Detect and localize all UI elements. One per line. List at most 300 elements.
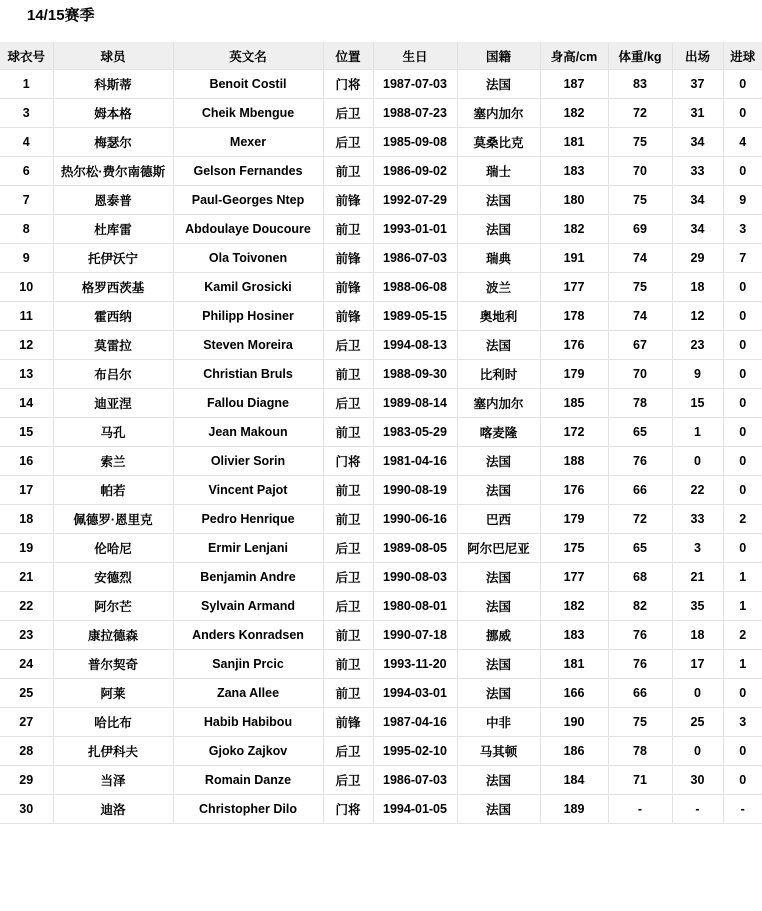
nationality-cell: 法国 xyxy=(457,679,540,708)
jersey-number-cell: 7 xyxy=(0,186,53,215)
height-cell: 177 xyxy=(540,273,608,302)
player-name-cell: 托伊沃宁 xyxy=(53,244,173,273)
goals-cell: 9 xyxy=(723,186,762,215)
birthday-cell: 1990-08-19 xyxy=(373,476,457,505)
player-name-cell: 马孔 xyxy=(53,418,173,447)
nationality-cell: 法国 xyxy=(457,215,540,244)
english-name-cell: Zana Allee xyxy=(173,679,323,708)
position-cell: 前卫 xyxy=(323,476,373,505)
weight-cell: 78 xyxy=(608,737,672,766)
weight-cell: 68 xyxy=(608,563,672,592)
english-name-cell: Olivier Sorin xyxy=(173,447,323,476)
english-name-cell: Paul-Georges Ntep xyxy=(173,186,323,215)
header-cell-appearances: 出场 xyxy=(672,42,723,70)
roster-table xyxy=(0,42,762,824)
goals-cell: 0 xyxy=(723,157,762,186)
nationality-cell: 马其顿 xyxy=(457,737,540,766)
jersey-number-cell: 30 xyxy=(0,795,53,824)
birthday-cell: 1989-08-05 xyxy=(373,534,457,563)
jersey-number-cell: 6 xyxy=(0,157,53,186)
table-row xyxy=(0,99,762,128)
table-row xyxy=(0,157,762,186)
table-row xyxy=(0,795,762,824)
weight-cell: 70 xyxy=(608,157,672,186)
birthday-cell: 1990-07-18 xyxy=(373,621,457,650)
english-name-cell: Pedro Henrique xyxy=(173,505,323,534)
jersey-number-cell: 14 xyxy=(0,389,53,418)
goals-cell: 4 xyxy=(723,128,762,157)
position-cell: 后卫 xyxy=(323,389,373,418)
header-cell-height: 身高/cm xyxy=(540,42,608,70)
appearances-cell: 22 xyxy=(672,476,723,505)
goals-cell: 0 xyxy=(723,360,762,389)
position-cell: 门将 xyxy=(323,447,373,476)
appearances-cell: 1 xyxy=(672,418,723,447)
height-cell: 190 xyxy=(540,708,608,737)
english-name-cell: Benjamin Andre xyxy=(173,563,323,592)
table-row xyxy=(0,737,762,766)
birthday-cell: 1989-08-14 xyxy=(373,389,457,418)
nationality-cell: 瑞典 xyxy=(457,244,540,273)
table-row xyxy=(0,621,762,650)
goals-cell: 7 xyxy=(723,244,762,273)
birthday-cell: 1986-07-03 xyxy=(373,766,457,795)
jersey-number-cell: 3 xyxy=(0,99,53,128)
position-cell: 后卫 xyxy=(323,99,373,128)
nationality-cell: 喀麦隆 xyxy=(457,418,540,447)
goals-cell: 0 xyxy=(723,99,762,128)
jersey-number-cell: 11 xyxy=(0,302,53,331)
header-cell-position: 位置 xyxy=(323,42,373,70)
nationality-cell: 法国 xyxy=(457,766,540,795)
height-cell: 182 xyxy=(540,99,608,128)
appearances-cell: 34 xyxy=(672,186,723,215)
height-cell: 178 xyxy=(540,302,608,331)
position-cell: 前锋 xyxy=(323,273,373,302)
nationality-cell: 法国 xyxy=(457,563,540,592)
goals-cell: 0 xyxy=(723,273,762,302)
height-cell: 181 xyxy=(540,650,608,679)
jersey-number-cell: 10 xyxy=(0,273,53,302)
birthday-cell: 1980-08-01 xyxy=(373,592,457,621)
position-cell: 前卫 xyxy=(323,360,373,389)
english-name-cell: Abdoulaye Doucoure xyxy=(173,215,323,244)
appearances-cell: 17 xyxy=(672,650,723,679)
page-title: 14/15赛季 xyxy=(27,7,95,24)
goals-cell: 3 xyxy=(723,215,762,244)
table-row xyxy=(0,331,762,360)
nationality-cell: 奥地利 xyxy=(457,302,540,331)
weight-cell: 74 xyxy=(608,302,672,331)
nationality-cell: 法国 xyxy=(457,447,540,476)
appearances-cell: 9 xyxy=(672,360,723,389)
position-cell: 前卫 xyxy=(323,621,373,650)
appearances-cell: 34 xyxy=(672,128,723,157)
weight-cell: 82 xyxy=(608,592,672,621)
header-cell-birthday: 生日 xyxy=(373,42,457,70)
player-name-cell: 索兰 xyxy=(53,447,173,476)
nationality-cell: 法国 xyxy=(457,186,540,215)
height-cell: 166 xyxy=(540,679,608,708)
goals-cell: 0 xyxy=(723,766,762,795)
player-name-cell: 康拉德森 xyxy=(53,621,173,650)
position-cell: 后卫 xyxy=(323,592,373,621)
birthday-cell: 1992-07-29 xyxy=(373,186,457,215)
jersey-number-cell: 12 xyxy=(0,331,53,360)
jersey-number-cell: 27 xyxy=(0,708,53,737)
nationality-cell: 塞内加尔 xyxy=(457,389,540,418)
appearances-cell: 30 xyxy=(672,766,723,795)
height-cell: 182 xyxy=(540,592,608,621)
english-name-cell: Anders Konradsen xyxy=(173,621,323,650)
header-cell-english-name: 英文名 xyxy=(173,42,323,70)
height-cell: 177 xyxy=(540,563,608,592)
position-cell: 后卫 xyxy=(323,737,373,766)
height-cell: 180 xyxy=(540,186,608,215)
english-name-cell: Benoit Costil xyxy=(173,70,323,99)
height-cell: 183 xyxy=(540,621,608,650)
player-name-cell: 哈比布 xyxy=(53,708,173,737)
player-name-cell: 霍西纳 xyxy=(53,302,173,331)
birthday-cell: 1995-02-10 xyxy=(373,737,457,766)
jersey-number-cell: 1 xyxy=(0,70,53,99)
table-row xyxy=(0,592,762,621)
player-name-cell: 佩德罗·恩里克 xyxy=(53,505,173,534)
position-cell: 门将 xyxy=(323,795,373,824)
appearances-cell: 37 xyxy=(672,70,723,99)
position-cell: 前卫 xyxy=(323,418,373,447)
position-cell: 门将 xyxy=(323,70,373,99)
goals-cell: 0 xyxy=(723,70,762,99)
table-header-row xyxy=(0,42,762,70)
birthday-cell: 1987-04-16 xyxy=(373,708,457,737)
weight-cell: 76 xyxy=(608,447,672,476)
player-name-cell: 当泽 xyxy=(53,766,173,795)
position-cell: 前锋 xyxy=(323,302,373,331)
player-name-cell: 迪亚涅 xyxy=(53,389,173,418)
player-name-cell: 迪洛 xyxy=(53,795,173,824)
english-name-cell: Ola Toivonen xyxy=(173,244,323,273)
player-name-cell: 姆本格 xyxy=(53,99,173,128)
birthday-cell: 1993-01-01 xyxy=(373,215,457,244)
jersey-number-cell: 8 xyxy=(0,215,53,244)
birthday-cell: 1985-09-08 xyxy=(373,128,457,157)
birthday-cell: 1990-08-03 xyxy=(373,563,457,592)
table-row xyxy=(0,505,762,534)
goals-cell: 0 xyxy=(723,534,762,563)
nationality-cell: 中非 xyxy=(457,708,540,737)
nationality-cell: 法国 xyxy=(457,592,540,621)
weight-cell: 70 xyxy=(608,360,672,389)
weight-cell: 76 xyxy=(608,650,672,679)
weight-cell: 75 xyxy=(608,128,672,157)
birthday-cell: 1994-08-13 xyxy=(373,331,457,360)
weight-cell: 67 xyxy=(608,331,672,360)
english-name-cell: Christopher Dilo xyxy=(173,795,323,824)
weight-cell: 78 xyxy=(608,389,672,418)
header-cell-nationality: 国籍 xyxy=(457,42,540,70)
position-cell: 后卫 xyxy=(323,766,373,795)
player-name-cell: 梅瑟尔 xyxy=(53,128,173,157)
position-cell: 前锋 xyxy=(323,244,373,273)
appearances-cell: 34 xyxy=(672,215,723,244)
appearances-cell: 29 xyxy=(672,244,723,273)
player-name-cell: 莫雷拉 xyxy=(53,331,173,360)
english-name-cell: Fallou Diagne xyxy=(173,389,323,418)
goals-cell: 0 xyxy=(723,447,762,476)
nationality-cell: 挪威 xyxy=(457,621,540,650)
position-cell: 前锋 xyxy=(323,186,373,215)
jersey-number-cell: 19 xyxy=(0,534,53,563)
english-name-cell: Romain Danze xyxy=(173,766,323,795)
english-name-cell: Gelson Fernandes xyxy=(173,157,323,186)
player-name-cell: 伦哈尼 xyxy=(53,534,173,563)
table-row xyxy=(0,650,762,679)
table-row xyxy=(0,70,762,99)
position-cell: 后卫 xyxy=(323,534,373,563)
height-cell: 187 xyxy=(540,70,608,99)
position-cell: 前卫 xyxy=(323,679,373,708)
jersey-number-cell: 18 xyxy=(0,505,53,534)
birthday-cell: 1987-07-03 xyxy=(373,70,457,99)
height-cell: 182 xyxy=(540,215,608,244)
weight-cell: 66 xyxy=(608,476,672,505)
weight-cell: 72 xyxy=(608,99,672,128)
birthday-cell: 1994-01-05 xyxy=(373,795,457,824)
birthday-cell: 1983-05-29 xyxy=(373,418,457,447)
weight-cell: 69 xyxy=(608,215,672,244)
table-row xyxy=(0,563,762,592)
birthday-cell: 1986-07-03 xyxy=(373,244,457,273)
player-name-cell: 普尔契奇 xyxy=(53,650,173,679)
nationality-cell: 塞内加尔 xyxy=(457,99,540,128)
table-row xyxy=(0,244,762,273)
jersey-number-cell: 22 xyxy=(0,592,53,621)
table-row xyxy=(0,128,762,157)
player-name-cell: 扎伊科夫 xyxy=(53,737,173,766)
appearances-cell: 25 xyxy=(672,708,723,737)
header-cell-weight: 体重/kg xyxy=(608,42,672,70)
height-cell: 186 xyxy=(540,737,608,766)
nationality-cell: 比利时 xyxy=(457,360,540,389)
nationality-cell: 法国 xyxy=(457,650,540,679)
height-cell: 184 xyxy=(540,766,608,795)
english-name-cell: Sanjin Prcic xyxy=(173,650,323,679)
weight-cell: 75 xyxy=(608,186,672,215)
goals-cell: 0 xyxy=(723,418,762,447)
header-cell-goals: 进球 xyxy=(723,42,762,70)
position-cell: 前卫 xyxy=(323,505,373,534)
jersey-number-cell: 17 xyxy=(0,476,53,505)
table-row xyxy=(0,273,762,302)
nationality-cell: 波兰 xyxy=(457,273,540,302)
height-cell: 189 xyxy=(540,795,608,824)
jersey-number-cell: 4 xyxy=(0,128,53,157)
goals-cell: 0 xyxy=(723,302,762,331)
appearances-cell: 3 xyxy=(672,534,723,563)
english-name-cell: Ermir Lenjani xyxy=(173,534,323,563)
height-cell: 185 xyxy=(540,389,608,418)
weight-cell: 74 xyxy=(608,244,672,273)
goals-cell: 0 xyxy=(723,331,762,360)
goals-cell: 1 xyxy=(723,592,762,621)
appearances-cell: 31 xyxy=(672,99,723,128)
height-cell: 172 xyxy=(540,418,608,447)
birthday-cell: 1993-11-20 xyxy=(373,650,457,679)
jersey-number-cell: 28 xyxy=(0,737,53,766)
weight-cell: 72 xyxy=(608,505,672,534)
appearances-cell: 15 xyxy=(672,389,723,418)
table-row xyxy=(0,766,762,795)
appearances-cell: 21 xyxy=(672,563,723,592)
birthday-cell: 1988-09-30 xyxy=(373,360,457,389)
player-name-cell: 阿尔芒 xyxy=(53,592,173,621)
height-cell: 176 xyxy=(540,476,608,505)
player-name-cell: 阿莱 xyxy=(53,679,173,708)
english-name-cell: Mexer xyxy=(173,128,323,157)
jersey-number-cell: 24 xyxy=(0,650,53,679)
table-row xyxy=(0,534,762,563)
player-name-cell: 安德烈 xyxy=(53,563,173,592)
nationality-cell: 法国 xyxy=(457,70,540,99)
birthday-cell: 1988-07-23 xyxy=(373,99,457,128)
english-name-cell: Habib Habibou xyxy=(173,708,323,737)
weight-cell: - xyxy=(608,795,672,824)
english-name-cell: Christian Bruls xyxy=(173,360,323,389)
position-cell: 前锋 xyxy=(323,708,373,737)
english-name-cell: Kamil Grosicki xyxy=(173,273,323,302)
nationality-cell: 法国 xyxy=(457,795,540,824)
table-row xyxy=(0,679,762,708)
jersey-number-cell: 29 xyxy=(0,766,53,795)
jersey-number-cell: 13 xyxy=(0,360,53,389)
weight-cell: 71 xyxy=(608,766,672,795)
table-row xyxy=(0,360,762,389)
appearances-cell: 12 xyxy=(672,302,723,331)
table-row xyxy=(0,389,762,418)
player-name-cell: 格罗西茨基 xyxy=(53,273,173,302)
appearances-cell: 18 xyxy=(672,621,723,650)
jersey-number-cell: 21 xyxy=(0,563,53,592)
nationality-cell: 阿尔巴尼亚 xyxy=(457,534,540,563)
weight-cell: 65 xyxy=(608,534,672,563)
birthday-cell: 1989-05-15 xyxy=(373,302,457,331)
goals-cell: - xyxy=(723,795,762,824)
nationality-cell: 巴西 xyxy=(457,505,540,534)
english-name-cell: Sylvain Armand xyxy=(173,592,323,621)
height-cell: 183 xyxy=(540,157,608,186)
position-cell: 前卫 xyxy=(323,157,373,186)
goals-cell: 1 xyxy=(723,650,762,679)
height-cell: 175 xyxy=(540,534,608,563)
weight-cell: 75 xyxy=(608,273,672,302)
position-cell: 后卫 xyxy=(323,128,373,157)
height-cell: 176 xyxy=(540,331,608,360)
player-name-cell: 杜库雷 xyxy=(53,215,173,244)
nationality-cell: 瑞士 xyxy=(457,157,540,186)
table-row xyxy=(0,302,762,331)
goals-cell: 2 xyxy=(723,621,762,650)
goals-cell: 0 xyxy=(723,476,762,505)
table-row xyxy=(0,476,762,505)
header-cell-player-name: 球员 xyxy=(53,42,173,70)
goals-cell: 0 xyxy=(723,679,762,708)
english-name-cell: Cheik Mbengue xyxy=(173,99,323,128)
table-row xyxy=(0,708,762,737)
height-cell: 179 xyxy=(540,505,608,534)
weight-cell: 76 xyxy=(608,621,672,650)
english-name-cell: Gjoko Zajkov xyxy=(173,737,323,766)
goals-cell: 1 xyxy=(723,563,762,592)
jersey-number-cell: 15 xyxy=(0,418,53,447)
header-cell-jersey-number: 球衣号 xyxy=(0,42,53,70)
goals-cell: 3 xyxy=(723,708,762,737)
birthday-cell: 1988-06-08 xyxy=(373,273,457,302)
appearances-cell: - xyxy=(672,795,723,824)
height-cell: 188 xyxy=(540,447,608,476)
birthday-cell: 1994-03-01 xyxy=(373,679,457,708)
birthday-cell: 1986-09-02 xyxy=(373,157,457,186)
nationality-cell: 法国 xyxy=(457,331,540,360)
english-name-cell: Jean Makoun xyxy=(173,418,323,447)
english-name-cell: Steven Moreira xyxy=(173,331,323,360)
nationality-cell: 法国 xyxy=(457,476,540,505)
goals-cell: 2 xyxy=(723,505,762,534)
goals-cell: 0 xyxy=(723,737,762,766)
player-name-cell: 热尔松·费尔南德斯 xyxy=(53,157,173,186)
table-row xyxy=(0,447,762,476)
appearances-cell: 0 xyxy=(672,447,723,476)
roster-table-body xyxy=(0,70,762,824)
goals-cell: 0 xyxy=(723,389,762,418)
english-name-cell: Vincent Pajot xyxy=(173,476,323,505)
player-name-cell: 科斯蒂 xyxy=(53,70,173,99)
weight-cell: 75 xyxy=(608,708,672,737)
appearances-cell: 33 xyxy=(672,505,723,534)
table-row xyxy=(0,215,762,244)
jersey-number-cell: 23 xyxy=(0,621,53,650)
weight-cell: 83 xyxy=(608,70,672,99)
jersey-number-cell: 16 xyxy=(0,447,53,476)
table-row xyxy=(0,418,762,447)
nationality-cell: 莫桑比克 xyxy=(457,128,540,157)
appearances-cell: 23 xyxy=(672,331,723,360)
appearances-cell: 0 xyxy=(672,737,723,766)
height-cell: 179 xyxy=(540,360,608,389)
player-name-cell: 布吕尔 xyxy=(53,360,173,389)
jersey-number-cell: 25 xyxy=(0,679,53,708)
english-name-cell: Philipp Hosiner xyxy=(173,302,323,331)
weight-cell: 65 xyxy=(608,418,672,447)
height-cell: 181 xyxy=(540,128,608,157)
player-name-cell: 恩泰普 xyxy=(53,186,173,215)
jersey-number-cell: 9 xyxy=(0,244,53,273)
position-cell: 后卫 xyxy=(323,331,373,360)
weight-cell: 66 xyxy=(608,679,672,708)
player-name-cell: 帕若 xyxy=(53,476,173,505)
birthday-cell: 1990-06-16 xyxy=(373,505,457,534)
appearances-cell: 35 xyxy=(672,592,723,621)
birthday-cell: 1981-04-16 xyxy=(373,447,457,476)
position-cell: 前卫 xyxy=(323,215,373,244)
appearances-cell: 33 xyxy=(672,157,723,186)
position-cell: 前卫 xyxy=(323,650,373,679)
appearances-cell: 18 xyxy=(672,273,723,302)
position-cell: 后卫 xyxy=(323,563,373,592)
height-cell: 191 xyxy=(540,244,608,273)
appearances-cell: 0 xyxy=(672,679,723,708)
table-row xyxy=(0,186,762,215)
